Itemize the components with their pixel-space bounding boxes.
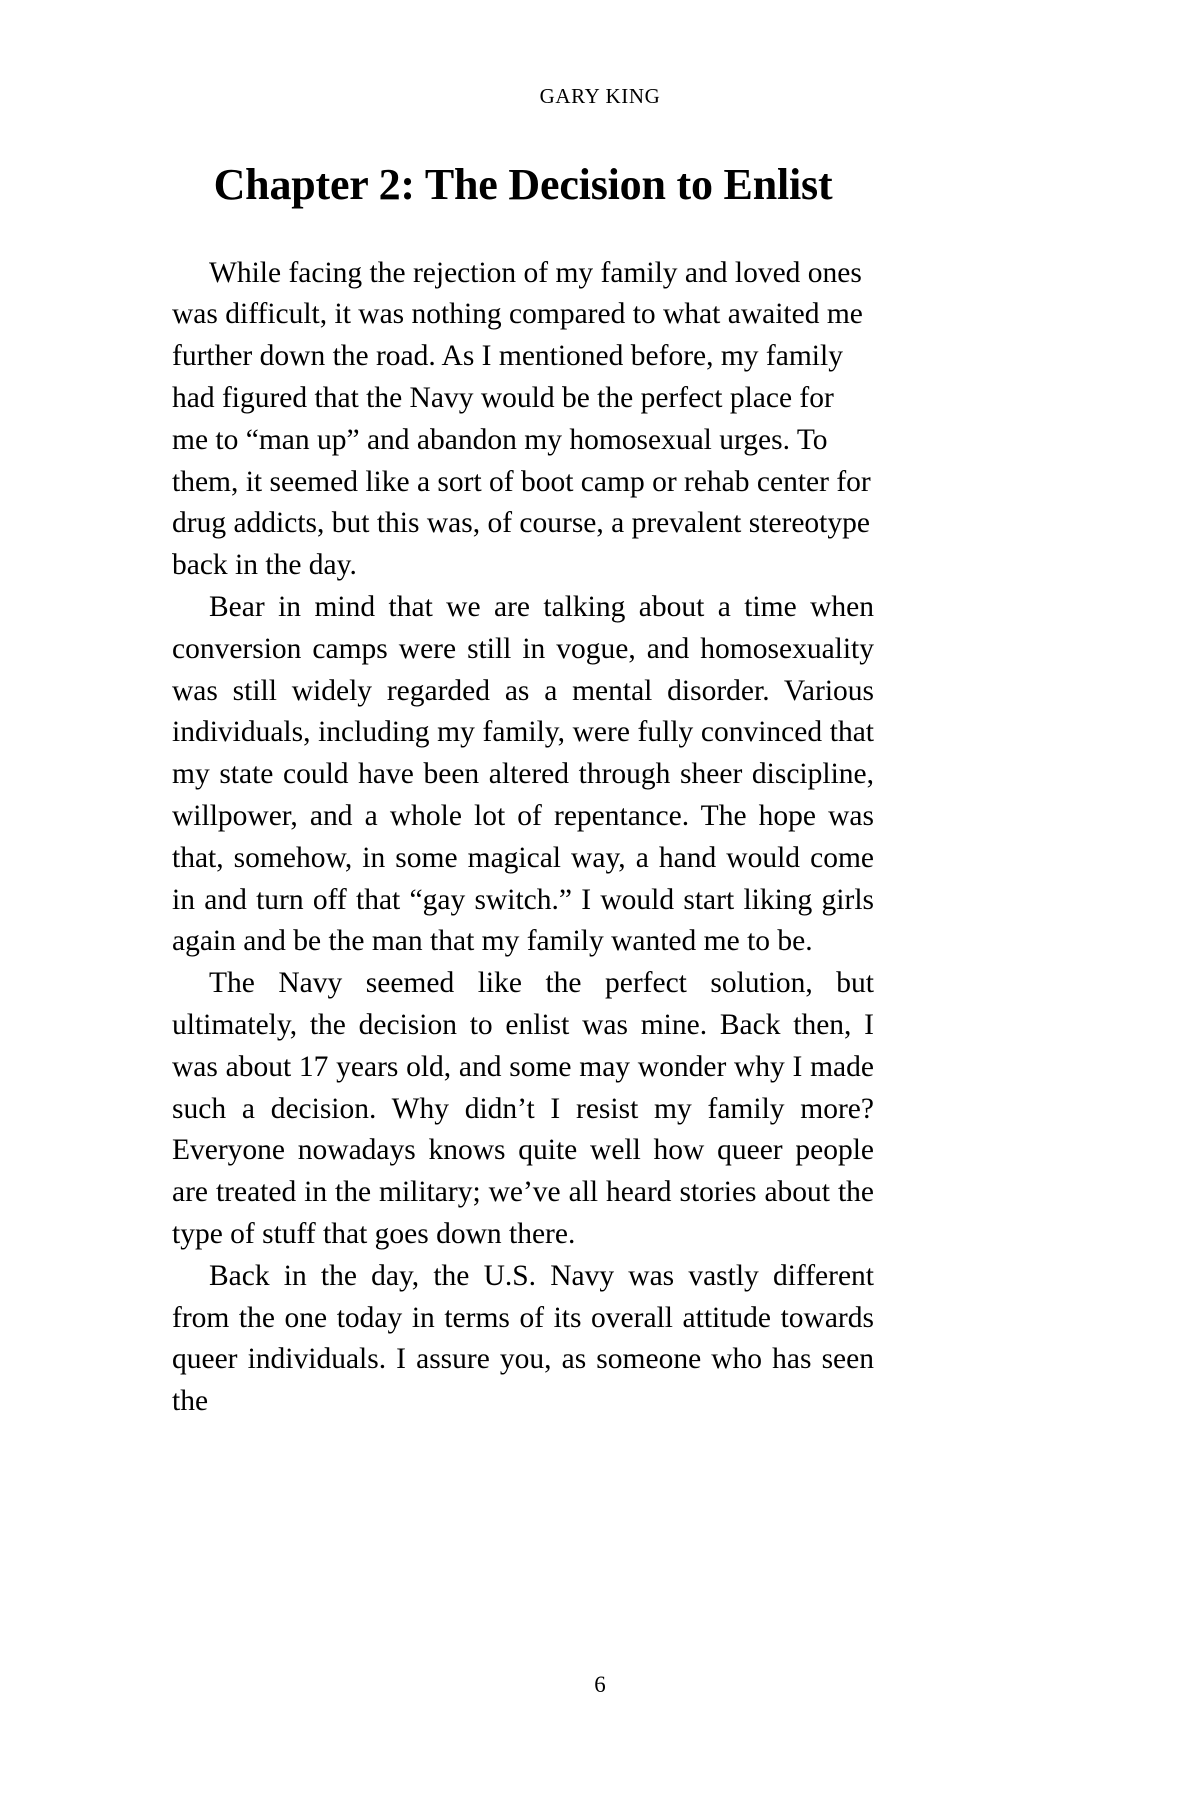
running-header: GARY KING xyxy=(539,84,661,108)
page-number: 6 xyxy=(594,1672,606,1697)
chapter-title: Chapter 2: The Decision to Enlist xyxy=(213,160,833,209)
body-text xyxy=(172,253,874,1423)
page-content xyxy=(172,160,874,1423)
paragraph-3: The Navy seemed like the perfect solution, but ultimately, the decision to enlist was mine. Back then, I was about 17 years old, and some may wonder why I made such a decision. Why didn’t I resist my family more? Everyone nowadays knows quite well how queer people are treated in the military; we’ve all heard stories about the type of stuff that goes down there. xyxy=(172,967,874,1250)
paragraph-4: Back in the day, the U.S. Navy was vastly different from the one today in terms of its overall attitude towards queer individuals. I assure you, as someone who has seen the xyxy=(172,1259,874,1418)
paragraph-1: While facing the rejection of my family and loved ones was difficult, it was nothing compared to what awaited me further down the road. As I mentioned before, my family had figured that the Navy would be the perfect place for me to “man up” and abandon my homosexual urges. To them, it seemed like a sort of boot camp or rehab center for drug addicts, but this was, of course, a prevalent stereotype back in the day. xyxy=(172,256,871,582)
paragraph-2: Bear in mind that we are talking about a time when conversion camps were still in vogue, and homosexuality was still widely regarded as a mental disorder. Various individuals, including my family, were fully convinced that my state could have been altered through sheer discipline, willpower, and a whole lot of repentance. The hope was that, somehow, in some magical way, a hand would come in and turn off that “gay switch.” I would start liking girls again and be the man that my family wanted me to be. xyxy=(172,590,874,958)
